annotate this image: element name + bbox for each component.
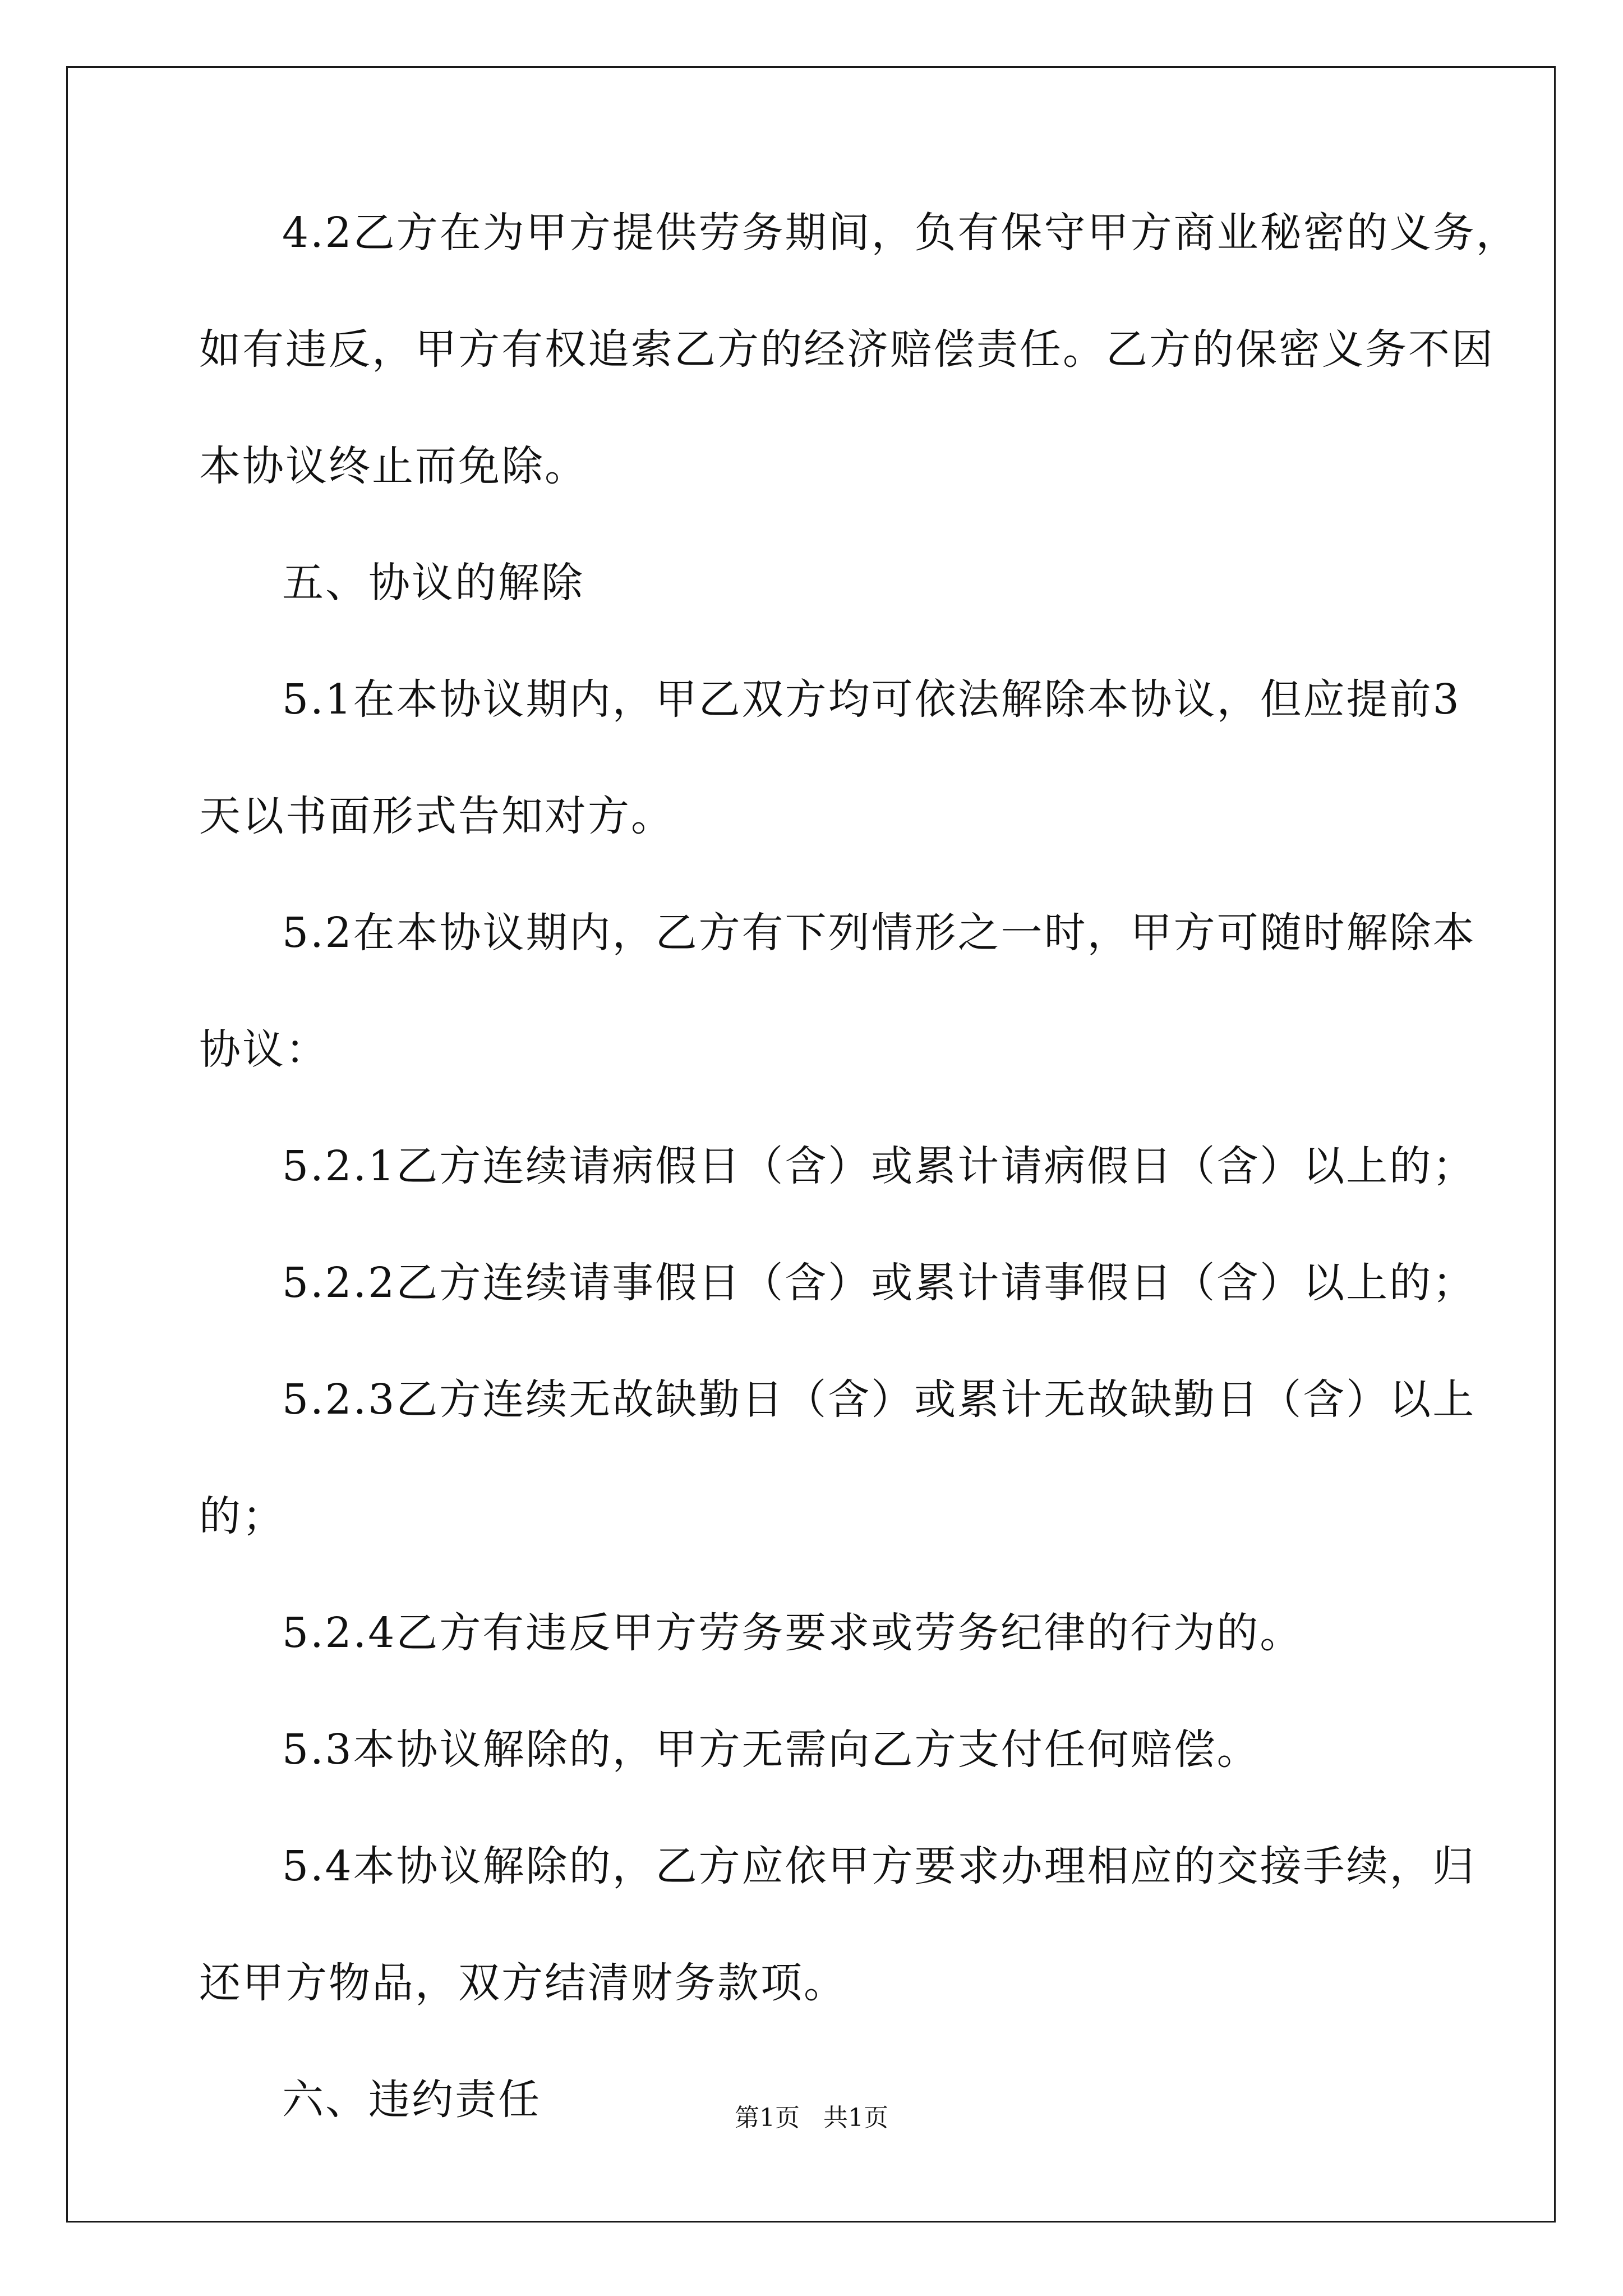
paragraph-line: 5.2.3乙方连续无故缺勤日（含）或累计无故缺勤日（含）以上	[282, 1375, 1476, 1424]
paragraph-line: 协议：	[199, 1025, 329, 1074]
paragraph-line: 5.3本协议解除的，甲方无需向乙方支付任何赔偿。	[282, 1726, 1260, 1774]
paragraph-line: 5.4本协议解除的，乙方应依甲方要求办理相应的交接手续，归	[282, 1842, 1476, 1890]
paragraph-line: 4.2乙方在为甲方提供劳务期间，负有保守甲方商业秘密的义务，	[282, 209, 1519, 257]
paragraph-line: 5.2.4乙方有违反甲方劳务要求或劳务纪律的行为的。	[282, 1609, 1303, 1657]
paragraph-line: 天以书面形式告知对方。	[199, 792, 674, 840]
page-number-footer: 第1页 共1页	[735, 2104, 888, 2132]
paragraph-line: 还甲方物品，双方结清财务款项。	[199, 1959, 847, 2007]
paragraph-line: 如有违反，甲方有权追索乙方的经济赔偿责任。乙方的保密义务不因	[199, 325, 1495, 374]
paragraph-line: 5.2在本协议期内，乙方有下列情形之一时，甲方可随时解除本	[282, 909, 1476, 957]
paragraph-line: 本协议终止而免除。	[199, 442, 588, 490]
paragraph-line: 5.2.1乙方连续请病假日（含）或累计请病假日（含）以上的；	[282, 1142, 1476, 1190]
paragraph-line: 5.1在本协议期内，甲乙双方均可依法解除本协议，但应提前3	[282, 675, 1461, 724]
section-heading: 六、违约责任	[282, 2076, 541, 2124]
paragraph-line: 5.2.2乙方连续请事假日（含）或累计请事假日（含）以上的；	[282, 1259, 1476, 1307]
section-heading: 五、协议的解除	[282, 559, 584, 607]
paragraph-line: 的；	[199, 1492, 285, 1540]
